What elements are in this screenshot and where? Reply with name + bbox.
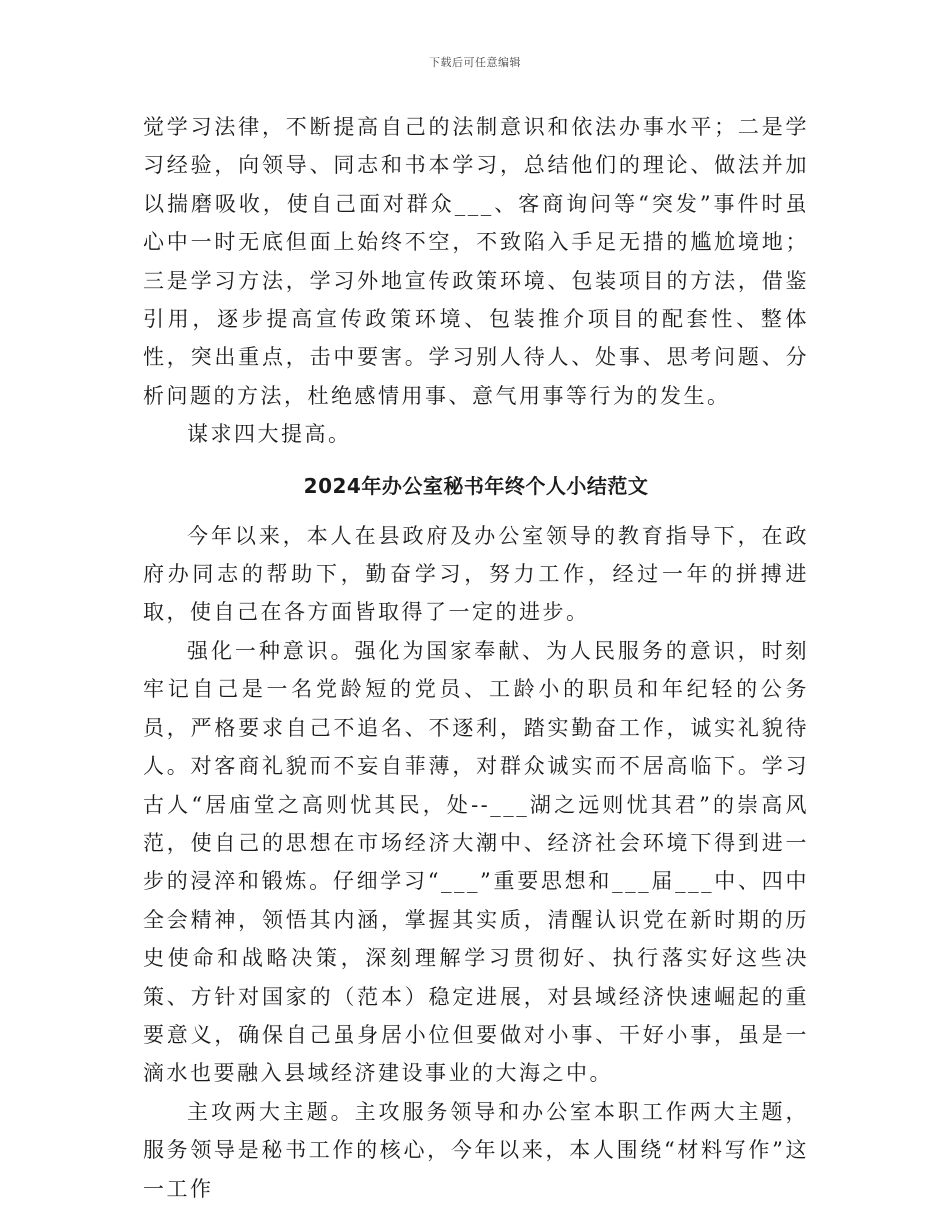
document-title: 2024年办公室秘书年终个人小结范文 <box>303 473 649 498</box>
paragraph-two-themes: 主攻两大主题。主攻服务领导和办公室本职工作两大主题，服务领导是秘书工作的核心，今年以来，本人围绕“材料写作”这一工作 <box>143 1099 809 1201</box>
page-header: 下载后可任意编辑 <box>429 56 521 69</box>
paragraph-continued: 觉学习法律，不断提高自己的法制意识和依法办事水平；二是学习经验，向领导、同志和书本学习，总结他们的理论、做法并加以揣磨吸收，使自己面对群众___、客商询问等“突发”事件时虽心中一时无底但面上始终不空，不致陷入手足无措的尴尬境地；三是学习方法，学习外地宣传政策环境、包装项目的方法，借鉴引用，逐步提高宣传政策环境、包装推介项目的配套性、整体性，突出重点，击中要害。学习别人待人、处事、思考问题、分析问题的方法，杜绝感情用事、意气用事等行为的发生。 <box>143 115 809 408</box>
document-body <box>143 108 809 1208</box>
paragraph-strengthen-awareness: 强化一种意识。强化为国家奉献、为人民服务的意识，时刻牢记自己是一名党龄短的党员、工龄小的职员和年纪轻的公务员，严格要求自己不追名、不逐利，踏实勤奋工作，诚实礼貌待人。对客商礼貌而不妄自菲薄，对群众诚实而不居高临下。学习古人“居庙堂之高则忧其民，处--___湖之远则忧其君”的崇高风范，使自己的思想在市场经济大潮中、经济社会环境下得到进一步的浸淬和锻炼。仔细学习“___”重要思想和___届___中、四中全会精神，领悟其内涵，掌握其实质，清醒认识党在新时期的历史使命和战略决策，深刻理解学习贯彻好、执行落实好这些决策、方针对国家的（范本）稳定进展，对县域经济快速崛起的重要意义，确保自己虽身居小位但要做对小事、干好小事，虽是一滴水也要融入县域经济建设事业的大海之中。 <box>143 638 809 1086</box>
paragraph-four-improvements: 谋求四大提高。 <box>187 422 352 447</box>
paragraph-intro: 今年以来，本人在县政府及办公室领导的教育指导下，在政府办同志的帮助下，勤奋学习，努力工作，经过一年的拼搏进取，使自己在各方面皆取得了一定的进步。 <box>143 523 809 625</box>
